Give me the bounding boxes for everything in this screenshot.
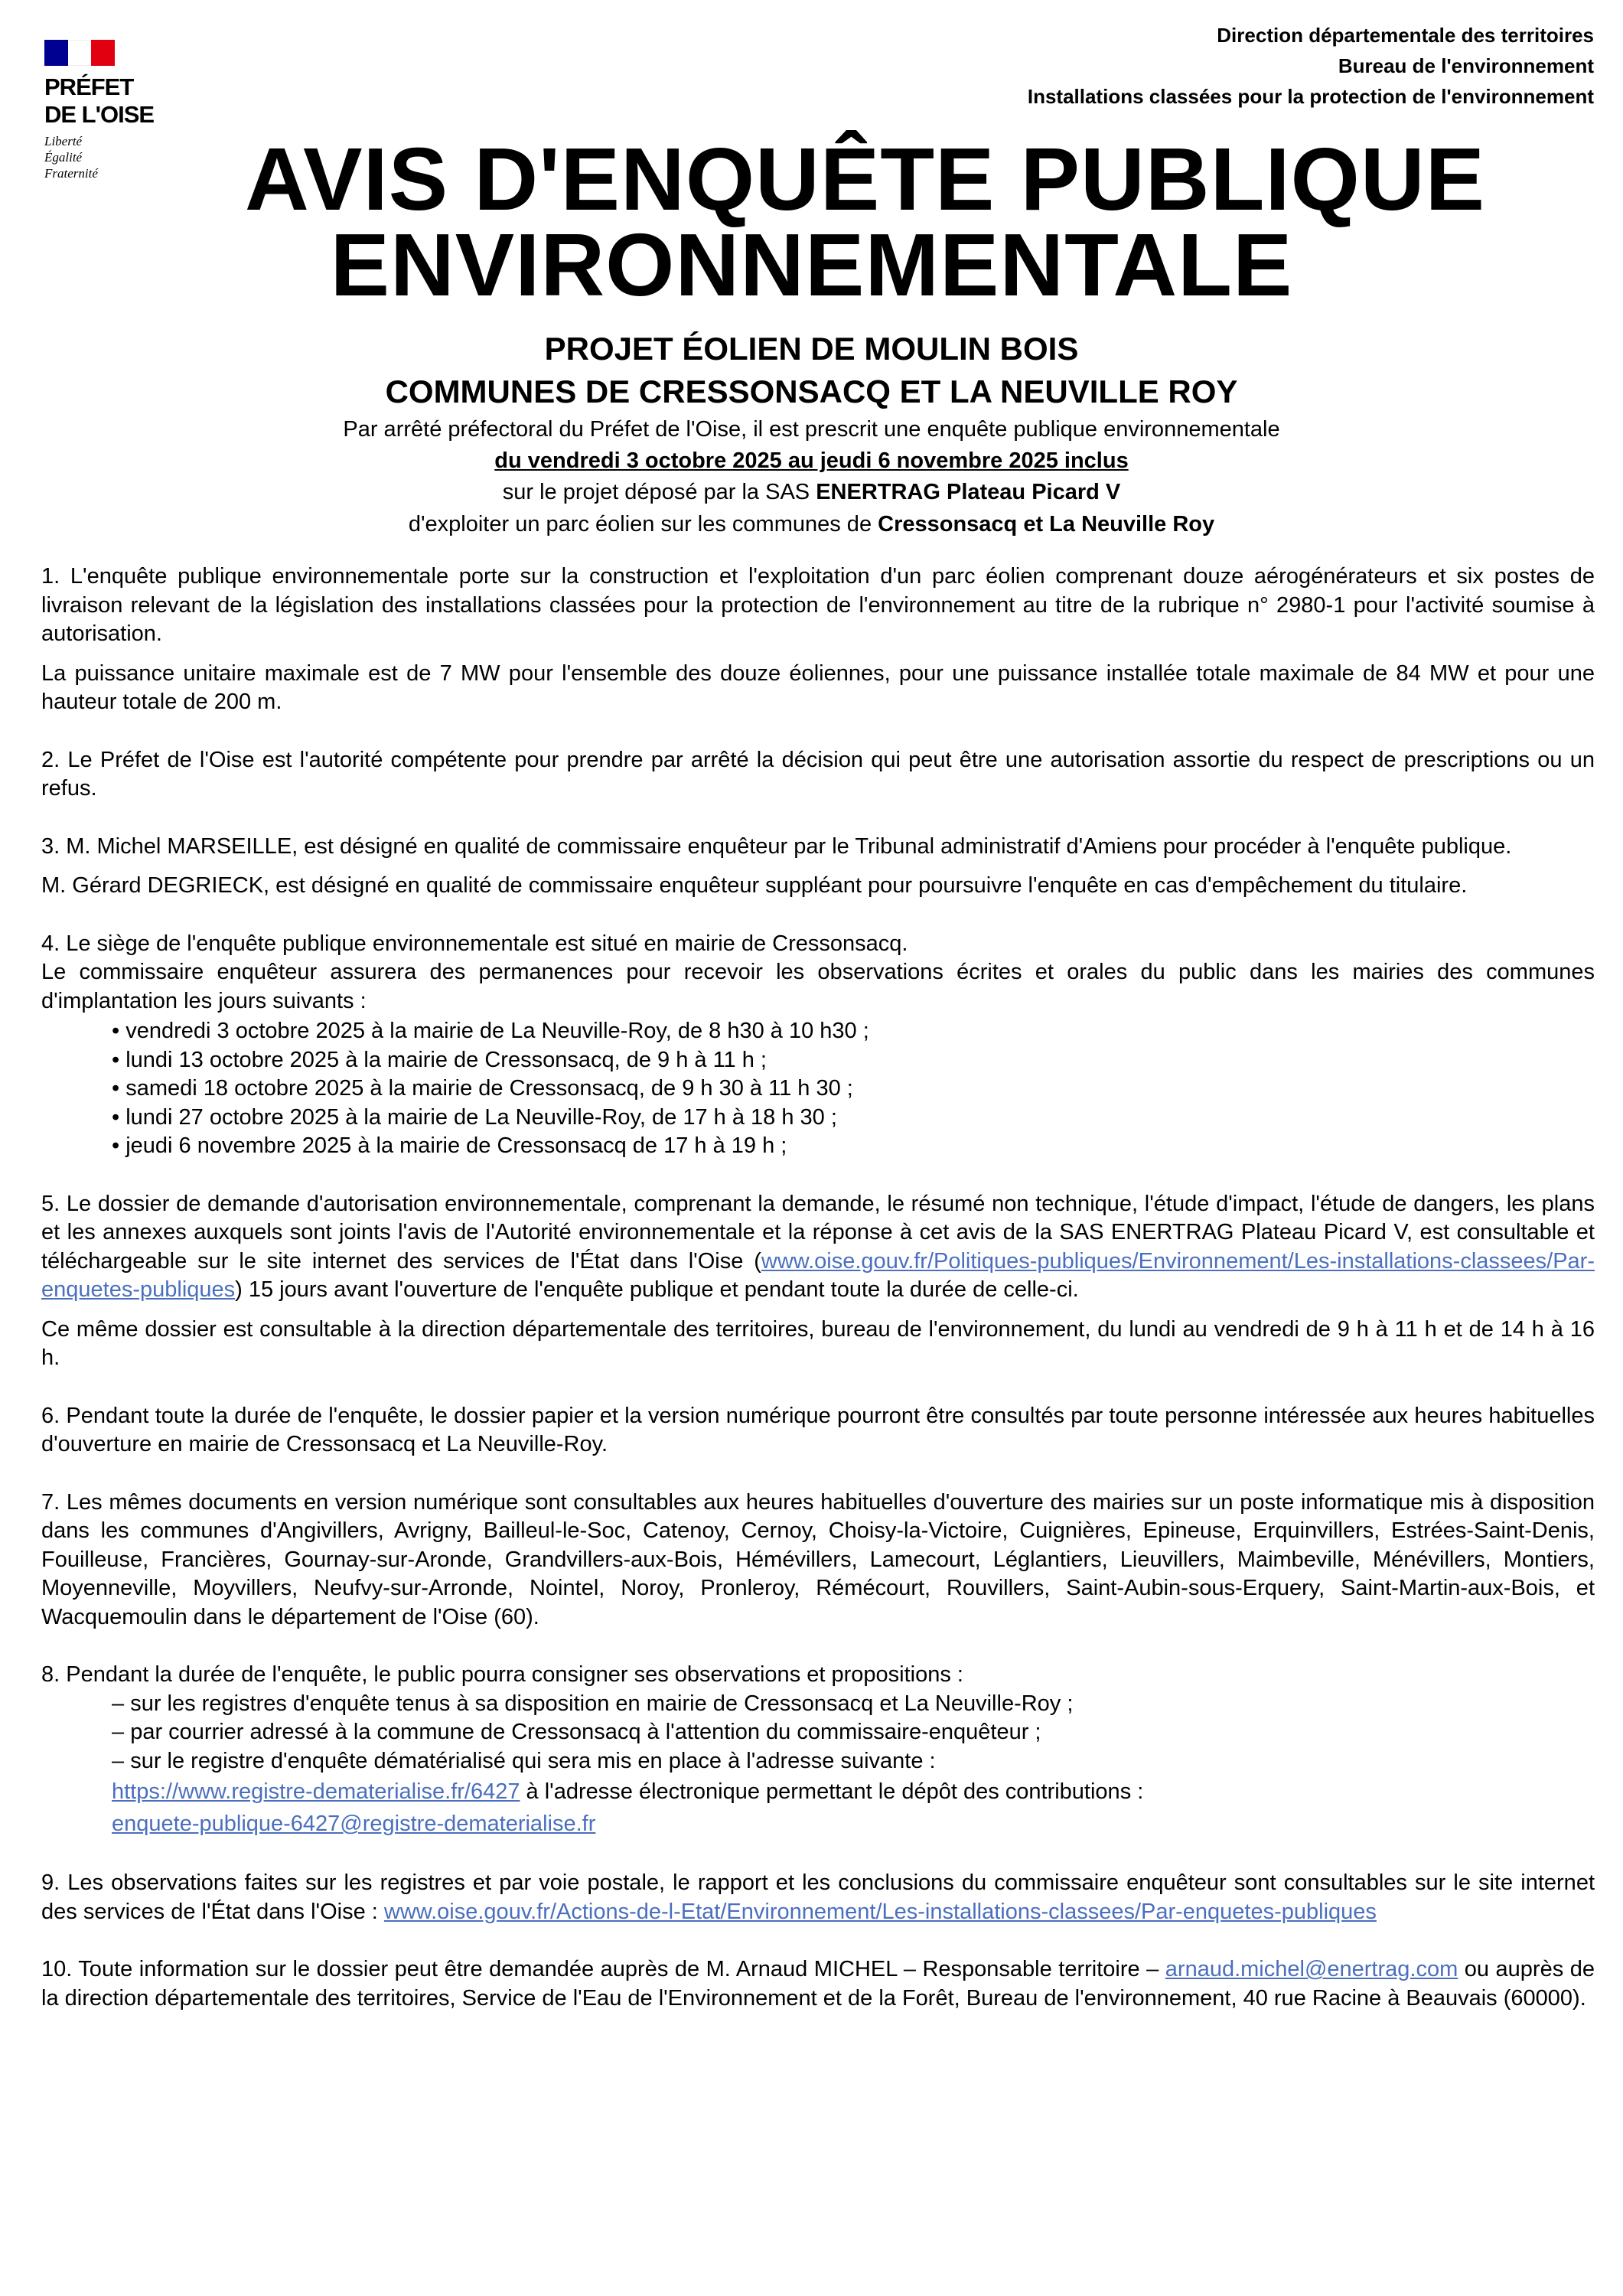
section-6: 6. Pendant toute la durée de l'enquête, le dossier papier et la version numérique pourront être consultés par toute personne intéressée aux heures habituelles d'ouverture en mairie de Cressonsacq et La Neuville-Roy. (41, 1403, 1595, 1456)
section-1: 1. L'enquête publique environnementale porte sur la construction et l'exploitation d'un parc éolien comprenant douze aérogénérateurs et six postes de livraison relevant de la législation des installations classées pour la protection de l'environnement au titre de la rubrique n° 2980-1 pour l'activité soumise à autorisation. (41, 564, 1595, 646)
section-4-permanences: Le commissaire enquêteur assurera des permanences pour recevoir les observations écrites et orales du public dans les mairies des communes d'implantation les jours suivants : (41, 960, 1595, 1013)
title-line: ENVIRONNEMENTALE (330, 215, 1293, 315)
section-5: 5. Le dossier de demande d'autorisation environnementale, comprenant la demande, le résumé non technique, l'étude d'impact, l'étude de dangers, les plans et les annexes auxquels sont joints l'avis de l'Autorité environnementale et la réponse à cet avis de la SAS ENERTRAG Plateau Picard V, est consultable et téléchargeable sur le site internet des services de l'État dans l'Oise (www.oise.gouv.fr/Politiques-publiques/Environnement/Les-installations-classees/Par-enquetes-publiques) 15 jours avant l'ouverture de l'enquête publique et pendant toute la durée de celle-ci. (41, 1191, 1595, 1302)
intro-line: sur le projet déposé par la SAS ENERTRAG Plateau Picard V (502, 480, 1121, 504)
list-item: • lundi 13 octobre 2025 à la mairie de Cressonsacq, de 9 h à 11 h ; (112, 1046, 1595, 1075)
header-line: Bureau de l'environnement (1338, 54, 1594, 77)
registry-email-link[interactable]: enquete-publique-6427@registre-dematerialise.fr (112, 1812, 596, 1836)
page-title (0, 129, 1623, 315)
title-line: AVIS D'ENQUÊTE PUBLIQUE (244, 129, 1486, 229)
section-9: 9. Les observations faites sur les registres et par voie postale, le rapport et les conclusions du commissaire enquêteur sont consultables sur le site internet des services de l'État dans l'Oise : www.oise.gouv.fr/Actions-de-l-Etat/Environnement/Les-installations-classees/Par-enquetes-publiques (41, 1870, 1595, 1924)
section-5-ddt: Ce même dossier est consultable à la direction départementale des territoires, bureau de l'environnement, du lundi au vendredi de 9 h à 11 h et de 14 h à 16 h. (41, 1316, 1595, 1370)
list-item: – sur le registre d'enquête dématérialisé qui sera mis en place à l'adresse suivante : (112, 1747, 1595, 1776)
list-item: • jeudi 6 novembre 2025 à la mairie de Cressonsacq de 17 h à 19 h ; (112, 1132, 1595, 1161)
section-3-substitute: M. Gérard DEGRIECK, est désigné en qualité de commissaire enquêteur suppléant pour poursuivre l'enquête en cas d'empêchement du titulaire. (41, 873, 1468, 898)
section-1-power: La puissance unitaire maximale est de 7 MW pour l'ensemble des douze éoliennes, pour une puissance installée totale maximale de 84 MW et pour une hauteur totale de 200 m. (41, 660, 1595, 714)
notice-body (41, 563, 1595, 2013)
logo-motto: Liberté Égalité Fraternité (44, 134, 98, 181)
section-4: 4. Le siège de l'enquête publique environnementale est situé en mairie de Cressonsacq. (41, 931, 908, 956)
marianne-flag-icon (44, 40, 115, 66)
header-line: Installations classées pour la protection de l'environnement (1027, 85, 1594, 108)
list-item: • samedi 18 octobre 2025 à la mairie de Cressonsacq, de 9 h 30 à 11 h 30 ; (112, 1075, 1595, 1104)
registry-link[interactable]: https://www.registre-dematerialise.fr/6427 (112, 1779, 520, 1804)
logo-prefet-text: PRÉFET DE L'OISE (44, 73, 155, 128)
project-header (0, 328, 1623, 540)
section-10: 10. Toute information sur le dossier peut être demandée auprès de M. Arnaud MICHEL – Responsable territoire – arnaud.michel@enertrag.com ou auprès de la direction départementale des territoires, Service de l'Eau de l'Environnement et de la Forêt, Bureau de l'environnement, 40 rue Racine à Beauvais (60000). (41, 1957, 1595, 2011)
project-communes: COMMUNES DE CRESSONSACQ ET LA NEUVILLE ROY (385, 373, 1238, 409)
registry-links: https://www.registre-dematerialise.fr/6427 à l'adresse électronique permettant le dépôt des contributions : enquete-publique-6427@registre-dematerialise.fr (112, 1779, 1144, 1836)
section-2: 2. Le Préfet de l'Oise est l'autorité compétente pour prendre par arrêté la décision qui peut être une autorisation assortie du respect de prescriptions ou un refus. (41, 747, 1595, 801)
section-8: 8. Pendant la durée de l'enquête, le public pourra consigner ses observations et propositions : (41, 1662, 963, 1687)
section-3: 3. M. Michel MARSEILLE, est désigné en qualité de commissaire enquêteur par le Tribunal administratif d'Amiens pour procéder à l'enquête publique. (41, 833, 1512, 859)
list-item: • vendredi 3 octobre 2025 à la mairie de La Neuville-Roy, de 8 h30 à 10 h30 ; (112, 1017, 1595, 1046)
intro-line: Par arrêté préfectoral du Préfet de l'Oise, il est prescrit une enquête publique environnementale (343, 417, 1280, 442)
observation-methods-list (41, 1690, 1595, 1776)
inquiry-dates: du vendredi 3 octobre 2025 au jeudi 6 novembre 2025 inclus (494, 448, 1129, 473)
list-item: – sur les registres d'enquête tenus à sa disposition en mairie de Cressonsacq et La Neuville-Roy ; (112, 1690, 1595, 1719)
project-name: PROJET ÉOLIEN DE MOULIN BOIS (544, 331, 1079, 367)
permanence-list (41, 1017, 1595, 1161)
header-line: Direction départementale des territoires (1217, 24, 1594, 47)
section-7: 7. Les mêmes documents en version numérique sont consultables aux heures habituelles d'ouverture des mairies sur un poste informatique mis à disposition dans les communes d'Angivillers, Avrigny, Bailleul-le-Soc, Catenoy, Cernoy, Choisy-la-Victoire, Cuignières, Epineuse, Erquinvillers, Estrées-Saint-Denis, Fouilleuse, Francières, Gournay-sur-Aronde, Grandvillers-aux-Bois, Hémévillers, Lamecourt, Léglantiers, Lieuvillers, Maimbeville, Ménévillers, Montiers, Moyenneville, Moyvillers, Neufvy-sur-Arronde, Nointel, Noroy, Pronleroy, Rémécourt, Rouvillers, Saint-Aubin-sous-Erquery, Saint-Martin-aux-Bois, et Wacquemoulin dans le département de l'Oise (60). (41, 1489, 1595, 1629)
contact-email-link[interactable]: arnaud.michel@enertrag.com (1165, 1957, 1458, 1981)
list-item: – par courrier adressé à la commune de Cressonsacq à l'attention du commissaire-enquêteur ; (112, 1718, 1595, 1747)
header-department (1028, 20, 1594, 112)
reports-link[interactable]: www.oise.gouv.fr/Actions-de-l-Etat/Environnement/Les-installations-classees/Par-enquetes-publiques (383, 1899, 1377, 1924)
intro-line: d'exploiter un parc éolien sur les communes de Cressonsacq et La Neuville Roy (408, 512, 1215, 536)
list-item: • lundi 27 octobre 2025 à la mairie de La Neuville-Roy, de 17 h à 18 h 30 ; (112, 1104, 1595, 1133)
dossier-link[interactable]: www.oise.gouv.fr/Politiques-publiques/Environnement/Les-installations-classees/Par-enquetes-publiques (41, 1248, 1595, 1302)
